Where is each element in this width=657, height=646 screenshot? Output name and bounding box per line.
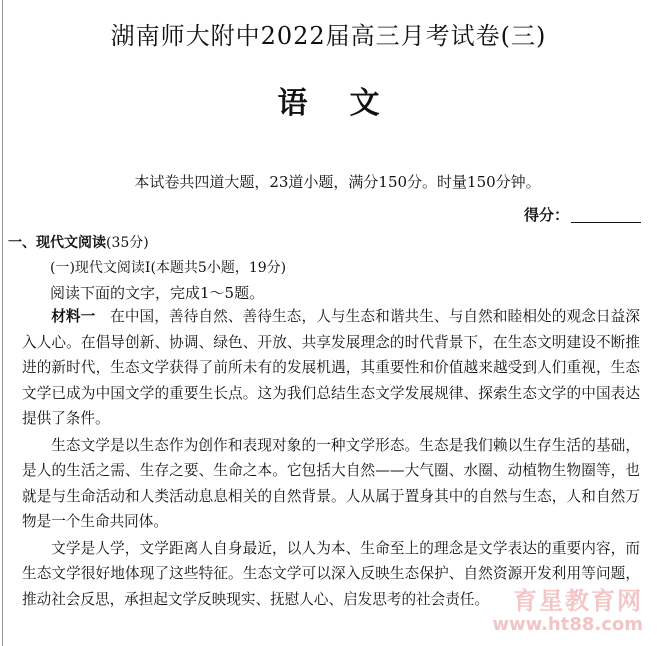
material-paragraph: 生态文学是以生态作为创作和表现对象的一种文学形态。生态是我们赖以生存生活的基础，是人的生活之需、生存之要、生命之本。它包括大自然——大气圈、水圈、动植物生物圈等，也就是与生命活动和人类活动息息相关的自然背景。人从属于置身其中的自然与生态，人和自然万物是一个生命共同体。 — [22, 436, 640, 530]
exam-info: 本试卷共四道大题，23道小题，满分150分。时量150分钟。 — [134, 173, 541, 191]
material-paragraph-text: 在中国，善待自然、善待生态，人与生态和谐共生、与自然和睦相处的观念日益深入人心。在倡导创新、协调、绿色、开放、共享发展理念的时代背景下，在生态文明建设不断推进的新时代，生态文学获得了前所未有的发展机遇，其重要性和价值越来越受到人们重视，生态文学已成为中国文学的重要生长点。这为我们总结生态文学发展规律、探索生态文学的中国表达提供了条件。 — [22, 308, 640, 427]
material-paragraph: 文学是人学，文学距离人自身最近，以人为本、生命至上的理念是文学表达的重要内容，而生态文学很好地体现了这些特征。生态文学可以深入反映生态保护、自然资源开发利用等问题，推动社会反思，承担起文学反映现实、抚慰人心、启发思考的社会责任。 — [22, 539, 640, 608]
section-points: (35分) — [106, 235, 149, 251]
score-field — [524, 204, 641, 225]
watermark-name: 育星教育网 — [513, 587, 643, 615]
material-body — [22, 304, 640, 613]
subject-title: 语文 — [277, 86, 422, 121]
section-title: 一、现代文阅读 — [8, 235, 106, 251]
section-heading — [8, 232, 149, 252]
score-label: 得分： — [523, 206, 569, 224]
reading-instruction: 阅读下面的文字，完成1～5题。 — [50, 284, 265, 302]
sub-section-heading: (一)现代文阅读Ⅰ(本题共5小题，19分) — [50, 260, 287, 276]
material-label: 材料一 — [51, 308, 96, 325]
material-paragraph — [22, 304, 640, 432]
watermark-url: www.ht88.com — [492, 614, 643, 635]
score-blank — [571, 222, 641, 223]
exam-title: 湖南师大附中2022届高三月考试卷(三) — [110, 22, 547, 50]
